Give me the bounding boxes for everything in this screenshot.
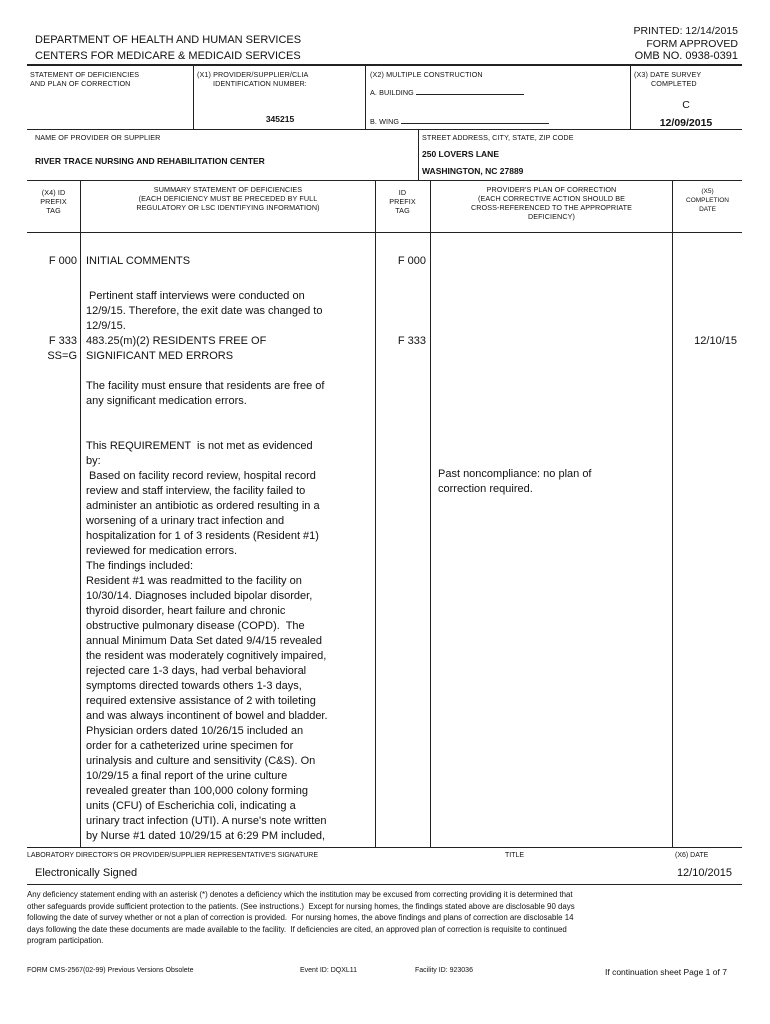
narrative-line: 483.25(m)(2) RESIDENTS FREE OF [86, 335, 267, 347]
narrative-line: 10/30/14. Diagnoses included bipolar disorder, [86, 590, 313, 602]
disclaimer-line: days following the date these documents are made available to the facility. If deficiencies are cited, an approved plan of correction is requisite to continued [27, 924, 567, 934]
facility-id: Facility ID: 923036 [415, 967, 473, 974]
narrative-line: Resident #1 was readmitted to the facility on [86, 575, 302, 587]
form-approved: FORM APPROVED [646, 38, 738, 50]
divider [193, 65, 194, 129]
narrative-line: by Nurse #1 dated 10/29/15 at 6:29 PM included, [86, 830, 326, 842]
address-label: STREET ADDRESS, CITY, STATE, ZIP CODE [422, 133, 574, 142]
id-tag-f000: F 000 [397, 255, 426, 267]
narrative-line: 12/9/15. Therefore, the exit date was changed to [86, 305, 323, 317]
id-tag-f333: F 333 [397, 335, 426, 347]
narrative-line: revealed greater than 100,000 colony forming [86, 785, 308, 797]
narrative-line: and was always incontinent of bowel and bladder. [86, 710, 328, 722]
form-id: FORM CMS-2567(02-99) Previous Versions Obsolete [27, 967, 194, 974]
statement-label: STATEMENT OF DEFICIENCIES [30, 70, 140, 79]
wing-field: B. WING [370, 114, 549, 126]
x1-label-2: IDENTIFICATION NUMBER: [213, 79, 307, 88]
narrative-line: The findings included: [86, 560, 194, 572]
printed-date: PRINTED: 12/14/2015 [633, 25, 738, 37]
provider-name-label: NAME OF PROVIDER OR SUPPLIER [35, 133, 161, 142]
narrative-line: the resident was moderately cognitively impaired, [86, 650, 327, 662]
narrative-line: required extensive assistance of 2 with toileting [86, 695, 316, 707]
divider [418, 130, 419, 180]
narrative-line: any significant medication errors. [86, 395, 247, 407]
narrative-line: The facility must ensure that residents are free of [86, 380, 325, 392]
narrative-line: Based on facility record review, hospital record [86, 470, 316, 482]
narrative-line: SIGNIFICANT MED ERRORS [86, 350, 234, 362]
column-line [375, 181, 376, 847]
title-label: TITLE [505, 852, 525, 859]
provider-id-number: 345215 [265, 114, 295, 124]
provider-name: RIVER TRACE NURSING AND REHABILITATION CENTER [35, 156, 265, 166]
narrative-line: symptoms directed towards others 1-3 days, [86, 680, 302, 692]
x4-header: (X4) ID PREFIX TAG [40, 188, 67, 215]
divider [365, 65, 366, 129]
narrative-line [86, 364, 373, 379]
statement-label-2: AND PLAN OF CORRECTION [30, 79, 131, 88]
provider-box-bottom [27, 180, 742, 181]
narrative-line [86, 424, 373, 439]
signature-date: 12/10/2015 [676, 867, 732, 879]
narrative-line: 12/9/15. [86, 320, 126, 332]
centers-title: CENTERS FOR MEDICARE & MEDICAID SERVICES [35, 50, 301, 62]
narrative-line: reviewed for medication errors. [86, 545, 238, 557]
signature-top [27, 847, 742, 848]
narrative-line: review and staff interview, the facility failed to [86, 485, 306, 497]
survey-code: C [682, 99, 690, 111]
narrative-line: urinalysis and culture and sensitivity (C&S). On [86, 755, 316, 767]
prefix-tag-f333: F 333 [48, 335, 77, 347]
plan-header: PROVIDER'S PLAN OF CORRECTION (EACH CORRECTIVE ACTION SHOULD BE CROSS-REFERENCED TO THE APPROPRIATE DEFICIENCY) [470, 185, 633, 221]
narrative-line: hospitalization for 1 of 3 residents (Resident #1) [86, 530, 319, 542]
initial-comments-title: INITIAL COMMENTS [86, 255, 191, 267]
severity-code: SS=G [47, 350, 77, 362]
disclaimer-line: other safeguards provide sufficient protection to the patients. (See instructions.) Except for nursing homes, the findings stated above are disclosable 90 days [27, 901, 575, 911]
department-title: DEPARTMENT OF HEALTH AND HUMAN SERVICES [35, 34, 302, 46]
column-line [672, 181, 673, 847]
completion-date: 12/10/15 [694, 335, 737, 347]
deficiency-narrative [86, 289, 373, 844]
id-header: ID PREFIX TAG [389, 188, 416, 215]
narrative-line: worsening of a urinary tract infection and [86, 515, 285, 527]
narrative-line: units (CFU) of Escherichia coli, indicating a [86, 800, 296, 812]
signature-label: LABORATORY DIRECTOR'S OR PROVIDER/SUPPLIER REPRESENTATIVE'S SIGNATURE [27, 852, 319, 859]
column-line [80, 181, 81, 847]
correction-line-2: correction required. [438, 483, 533, 495]
signature-value: Electronically Signed [35, 867, 138, 879]
street-address: 250 LOVERS LANE [422, 149, 499, 159]
narrative-line: This REQUIREMENT is not met as evidenced [86, 440, 313, 452]
disclaimer-text [27, 889, 742, 947]
event-id: Event ID: DQXL11 [300, 967, 358, 974]
signature-bottom [27, 884, 742, 885]
disclaimer-line: program participation. [27, 936, 104, 946]
x2-label: (X2) MULTIPLE CONSTRUCTION [370, 70, 483, 79]
top-rule [27, 64, 742, 66]
narrative-line: Pertinent staff interviews were conducted on [86, 290, 305, 302]
narrative-line: Physician orders dated 10/26/15 included an [86, 725, 304, 737]
x5-header: (X5) COMPLETION DATE [686, 188, 729, 213]
narrative-line: 10/29/15 a final report of the urine culture [86, 770, 288, 782]
x1-label: (X1) PROVIDER/SUPPLIER/CLIA [197, 70, 309, 79]
x3-label: (X3) DATE SURVEY [634, 70, 702, 79]
disclaimer-line: Any deficiency statement ending with an asterisk (*) denotes a deficiency which the institution may be excused from correcting providing it is determined that [27, 890, 573, 899]
narrative-line [86, 409, 373, 424]
x6-date-label: (X6) DATE [675, 852, 709, 859]
narrative-line: annual Minimum Data Set dated 9/4/15 revealed [86, 635, 323, 647]
narrative-line: rejected care 1-3 days, had verbal behavioral [86, 665, 307, 677]
prefix-tag-f000: F 000 [48, 255, 77, 267]
summary-header: SUMMARY STATEMENT OF DEFICIENCIES (EACH DEFICIENCY MUST BE PRECEDED BY FULL REGULATORY OR LSC IDENTIFYING INFORMATION) [136, 185, 320, 212]
page-indicator: If continuation sheet Page 1 of 7 [605, 967, 727, 977]
x3-label-2: COMPLETED [651, 79, 697, 88]
narrative-line: obstructive pulmonary disease (COPD). The [86, 620, 305, 632]
correction-line-1: Past noncompliance: no plan of [438, 468, 592, 480]
narrative-line: by: [86, 455, 101, 467]
narrative-line: thyroid disorder, heart failure and chronic [86, 605, 286, 617]
city-state-zip: WASHINGTON, NC 27889 [422, 166, 524, 176]
omb-number: OMB NO. 0938-0391 [634, 50, 738, 62]
building-field: A. BUILDING [370, 85, 524, 97]
column-header-bottom [27, 232, 742, 233]
narrative-line: urinary tract infection (UTI). A nurse's note written [86, 815, 327, 827]
column-line [430, 181, 431, 847]
disclaimer-line: following the date of survey whether or not a plan of correction is provided. For nursing homes, the above findings and plans of correction are disclosable 14 [27, 913, 574, 923]
narrative-line: administer an antibiotic as ordered resulting in a [86, 500, 320, 512]
narrative-line: order for a catheterized urine specimen for [86, 740, 294, 752]
survey-date: 12/09/2015 [659, 117, 713, 129]
